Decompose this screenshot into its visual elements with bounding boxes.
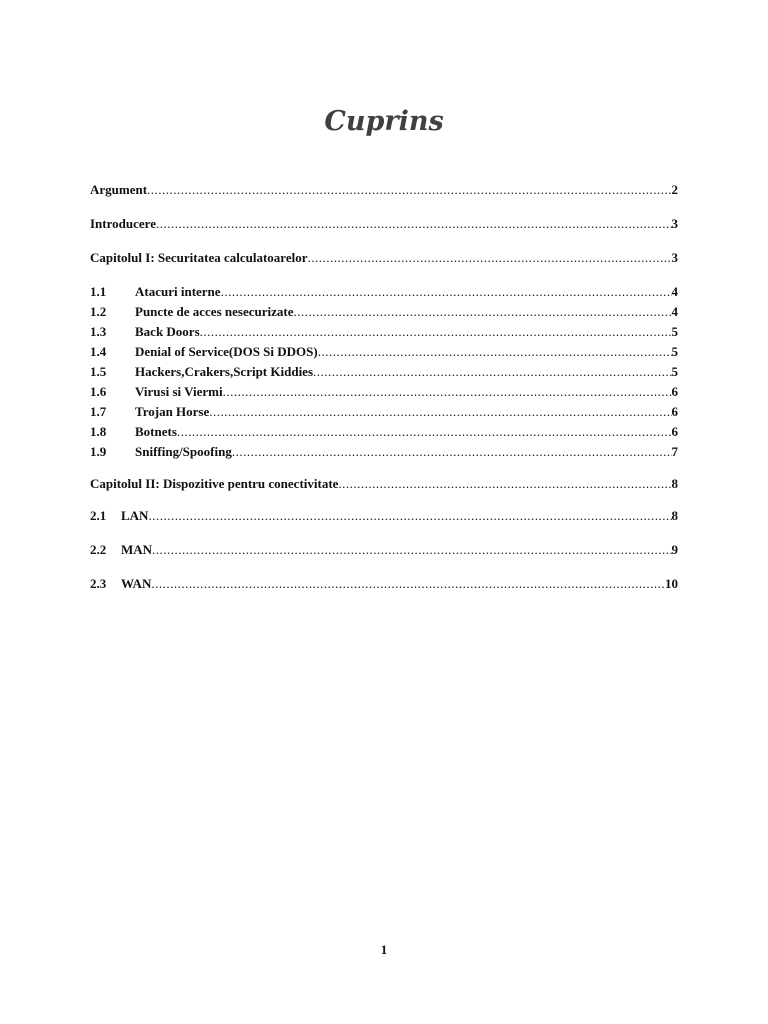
toc-section-number: 1.6 [90,384,107,399]
toc-label: Atacuri interne [135,284,221,299]
toc-label: MAN [121,542,153,557]
toc-label: Puncte de acces nesecurizate [135,304,294,319]
dot-leader [151,574,665,594]
toc-section-number: 1.8 [90,424,107,439]
toc-section-number: 2.2 [90,542,107,557]
toc-entry-1-6 [90,382,678,402]
toc-label: Hackers,Crakers,Script Kiddies [135,364,314,379]
toc-page-number: 6 [671,424,678,439]
dot-leader [147,180,671,200]
toc-page-number: 5 [671,324,678,339]
toc-page-number: 4 [671,284,678,299]
dot-leader [152,540,671,560]
dot-leader [313,362,671,382]
toc-label: Denial of Service(DOS Si DDOS) [135,344,318,359]
toc-page-number: 3 [671,250,678,265]
toc-entry-2-2 [90,540,678,560]
toc-page-number: 9 [671,542,678,557]
toc-page-number: 4 [671,304,678,319]
toc-label: Capitolul II: Dispozitive pentru conectivitate [90,476,339,491]
toc-page-number: 8 [671,508,678,523]
dot-leader [148,506,671,526]
dot-leader [156,214,672,234]
toc-entry-1-4 [90,342,678,362]
toc-page-number: 10 [665,576,678,591]
toc-label: Capitolul I: Securitatea calculatoarelor [90,250,308,265]
dot-leader [232,442,672,462]
dot-leader [200,322,672,342]
toc-label: Back Doors [135,324,200,339]
dot-leader [318,342,672,362]
table-of-contents [90,180,678,594]
toc-label: Introducere [90,216,156,231]
dot-leader [209,402,671,422]
toc-section-number: 1.7 [90,404,107,419]
toc-entry-2-3 [90,574,678,594]
dot-leader [221,282,672,302]
toc-page-number: 6 [671,384,678,399]
dot-leader [338,474,671,494]
toc-entry-1-1 [90,282,678,302]
toc-section-number: 1.2 [90,304,107,319]
toc-label: Sniffing/Spoofing [135,444,232,459]
toc-section-number: 1.3 [90,324,107,339]
toc-entry-2-1 [90,506,678,526]
toc-label: WAN [121,576,152,591]
toc-entry-1-5 [90,362,678,382]
toc-entry-1-9 [90,442,678,462]
page-title: Cuprins [324,106,444,137]
toc-entry-1-2 [90,302,678,322]
toc-page-number: 6 [671,404,678,419]
toc-entry-argument [90,180,678,200]
dot-leader [293,302,671,322]
toc-label: Argument [90,182,148,197]
toc-entry-chapter-2 [90,474,678,494]
toc-section-number: 1.9 [90,444,107,459]
toc-entry-1-8 [90,422,678,442]
toc-entry-1-7 [90,402,678,422]
footer-page-number: 1 [380,942,388,957]
toc-label: LAN [121,508,149,523]
toc-label: Trojan Horse [135,404,210,419]
toc-page-number: 5 [671,344,678,359]
toc-section-number: 1.4 [90,344,107,359]
toc-page-number: 7 [671,444,678,459]
toc-label: Botnets [135,424,177,439]
dot-leader [307,248,671,268]
toc-entry-1-3 [90,322,678,342]
toc-section-number: 2.3 [90,576,107,591]
toc-page-number: 2 [671,182,678,197]
toc-section-number: 1.5 [90,364,107,379]
dot-leader [223,382,672,402]
toc-page-number: 3 [671,216,678,231]
toc-page-number: 8 [671,476,678,491]
dot-leader [177,422,672,442]
toc-label: Virusi si Viermi [135,384,223,399]
toc-entry-introducere [90,214,678,234]
toc-page-number: 5 [671,364,678,379]
toc-section-number: 1.1 [90,284,107,299]
toc-section-number: 2.1 [90,508,107,523]
toc-entry-chapter-1 [90,248,678,268]
